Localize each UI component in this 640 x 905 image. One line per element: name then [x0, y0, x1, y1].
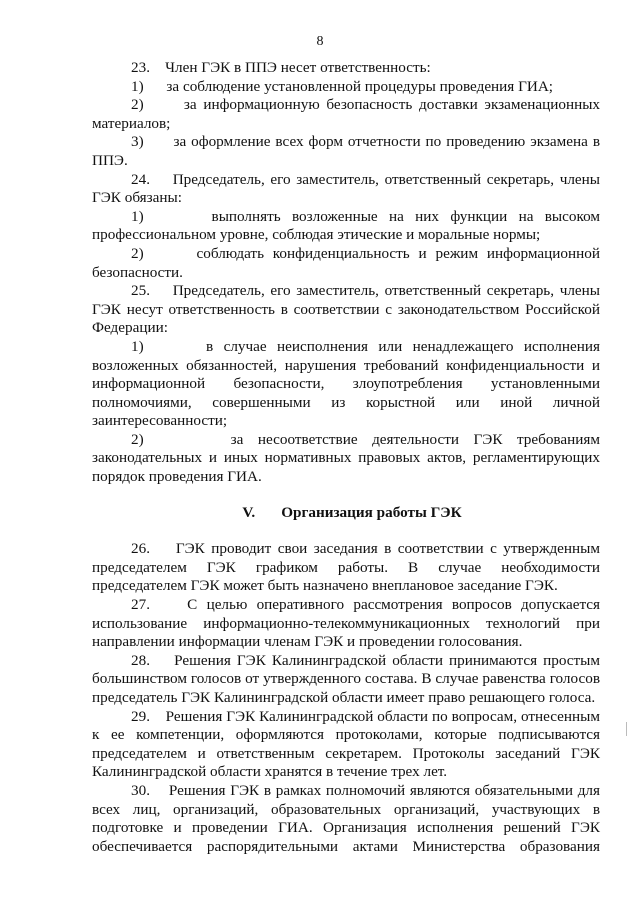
- paragraph-23-item-2: 2) за информационную безопасность доставки экзаменационных материалов;: [92, 96, 600, 132]
- paragraph-27: 27. С целью оперативного рассмотрения вопросов допускается использование информационно-телекоммуникационных технологий при направлении информации членам ГЭК и проведении голосования.: [92, 596, 600, 651]
- paragraph-23-item-3: 3) за оформление всех форм отчетности по проведению экзамена в ППЭ.: [92, 133, 600, 169]
- section-title: Организация работы ГЭК: [281, 503, 462, 521]
- section-heading: [92, 504, 600, 523]
- paragraph-25-item-2: 2) за несоответствие деятельности ГЭК требованиям законодательных и иных нормативных правовых актов, регламентирующих порядок проведения ГИА.: [92, 430, 600, 486]
- paragraph-29: 29. Решения ГЭК Калининградской области по вопросам, отнесенным к ее компетенции, оформляются протоколами, которые подписываются председателем и ответственным секретарем. Протоколы заседаний ГЭК Калининградской области хранятся в течение трех лет.: [92, 707, 600, 781]
- page-number: 8: [316, 34, 324, 49]
- paragraph-23-item-1: 1) за соблюдение установленной процедуры проведения ГИА;: [131, 77, 554, 95]
- paragraph-30: 30. Решения ГЭК в рамках полномочий являются обязательными для всех лиц, организаций, образовательных организаций, участвующих в подготовке и проведении ГИА. Организация исполнения решений ГЭК обеспечивается распорядительными актами Министерства образования: [92, 781, 600, 855]
- paragraph-25-item-1: 1) в случае неисполнения или ненадлежащего исполнения возложенных обязанностей, нарушения требований конфиденциальности и информационной безопасности, злоупотребления установленными полномочиями, совершенными из корыстной или иной личной заинтересованности;: [92, 337, 600, 430]
- paragraph-24: 24. Председатель, его заместитель, ответственный секретарь, члены ГЭК обязаны:: [92, 170, 600, 207]
- paragraph-26: 26. ГЭК проводит свои заседания в соответствии с утвержденным председателем ГЭК графиком работы. В случае необходимости председателем ГЭК может быть назначено внеплановое заседание ГЭК.: [92, 540, 600, 595]
- document-body: [92, 59, 600, 856]
- paragraph-24-item-2: 2) соблюдать конфиденциальность и режим информационной безопасности.: [92, 244, 600, 281]
- paragraph-24-item-1: 1) выполнять возложенные на них функции на высоком профессиональном уровне, соблюдая этические и моральные нормы;: [92, 207, 600, 244]
- scan-margin-mark: [626, 722, 627, 736]
- paragraph-25: 25. Председатель, его заместитель, ответственный секретарь, члены ГЭК несут ответственность в соответствии с законодательством Российской Федерации:: [92, 282, 600, 337]
- paragraph-28: 28. Решения ГЭК Калининградской области принимаются простым большинством голосов от утвержденного состава. В случае равенства голосов председатель ГЭК Калининградской области имеет право решающего голоса.: [92, 651, 600, 706]
- paragraph-23: 23. Член ГЭК в ППЭ несет ответственность:: [131, 59, 431, 76]
- section-number: V.: [242, 503, 256, 521]
